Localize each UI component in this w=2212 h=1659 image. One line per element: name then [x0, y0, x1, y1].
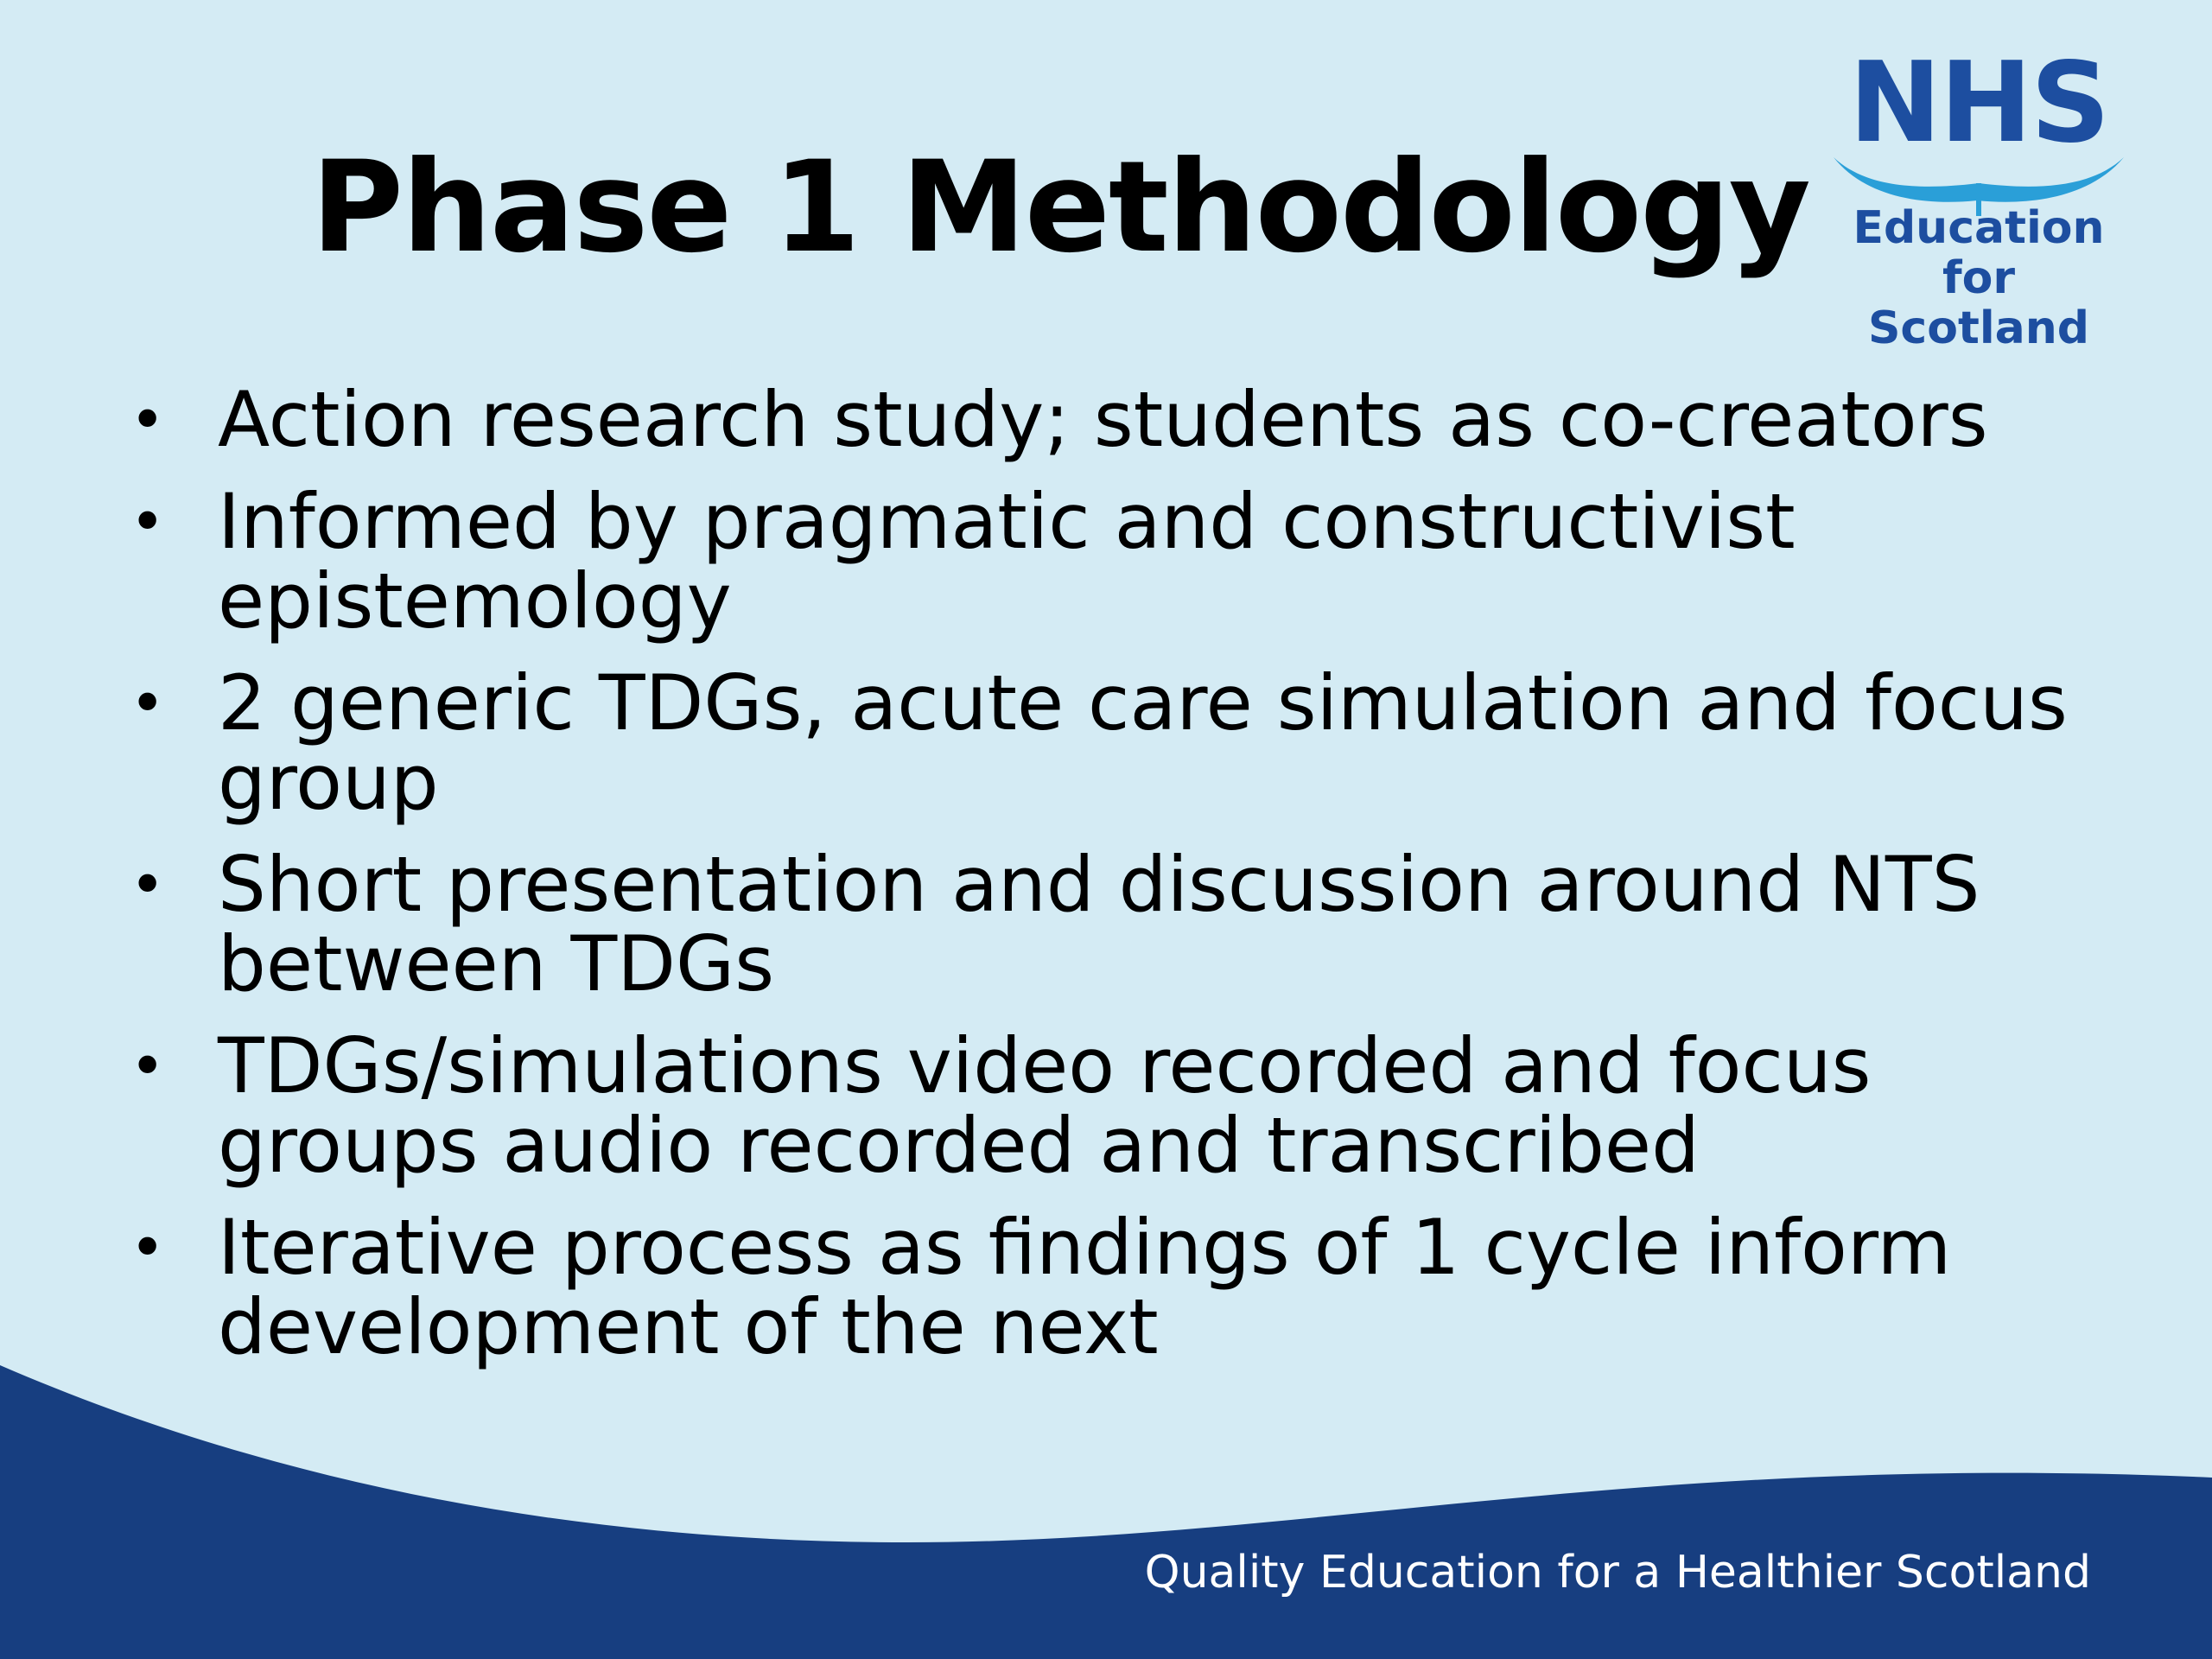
- bullet-marker: •: [130, 668, 166, 739]
- bullet-item: [130, 477, 2117, 645]
- bullet-marker: •: [130, 1212, 166, 1283]
- bullet-list: [130, 375, 2117, 1389]
- bullet-text: Short presentation and discussion around NTS between TDGs: [218, 840, 1980, 1008]
- logo-nhs-text: NHS: [1848, 39, 2109, 168]
- bullet-marker: •: [130, 486, 166, 557]
- bullet-item: [130, 1203, 2117, 1371]
- logo-line-scotland: Scotland: [1867, 302, 2089, 354]
- logo-subtitle: [1823, 203, 2134, 353]
- bullet-text: Informed by pragmatic and constructivist epistemology: [218, 477, 1796, 645]
- bullet-marker: •: [130, 849, 166, 920]
- logo-line-education: Education: [1853, 202, 2105, 254]
- footer-tagline: Quality Education for a Healthier Scotland: [1144, 1547, 2091, 1599]
- slide-title: Phase 1 Methodology: [311, 134, 1809, 281]
- nhs-education-scotland-logo: [1823, 39, 2134, 363]
- bullet-text: 2 generic TDGs, acute care simulation and focus group: [218, 658, 2068, 827]
- bullet-item: [130, 658, 2117, 827]
- bullet-item: [130, 1021, 2117, 1190]
- bullet-text: Iterative process as findings of 1 cycle inform development of the next: [218, 1203, 1952, 1371]
- bullet-item: [130, 840, 2117, 1008]
- logo-line-for: for: [1942, 252, 2015, 304]
- bullet-marker: •: [130, 1031, 166, 1102]
- bullet-marker: •: [130, 385, 166, 455]
- bullet-text: TDGs/simulations video recorded and focus groups audio recorded and transcribed: [218, 1021, 1872, 1190]
- bullet-item: [130, 375, 2117, 464]
- footer-wave: [0, 1348, 2212, 1659]
- bullet-text: Action research study; students as co-creators: [218, 375, 1988, 464]
